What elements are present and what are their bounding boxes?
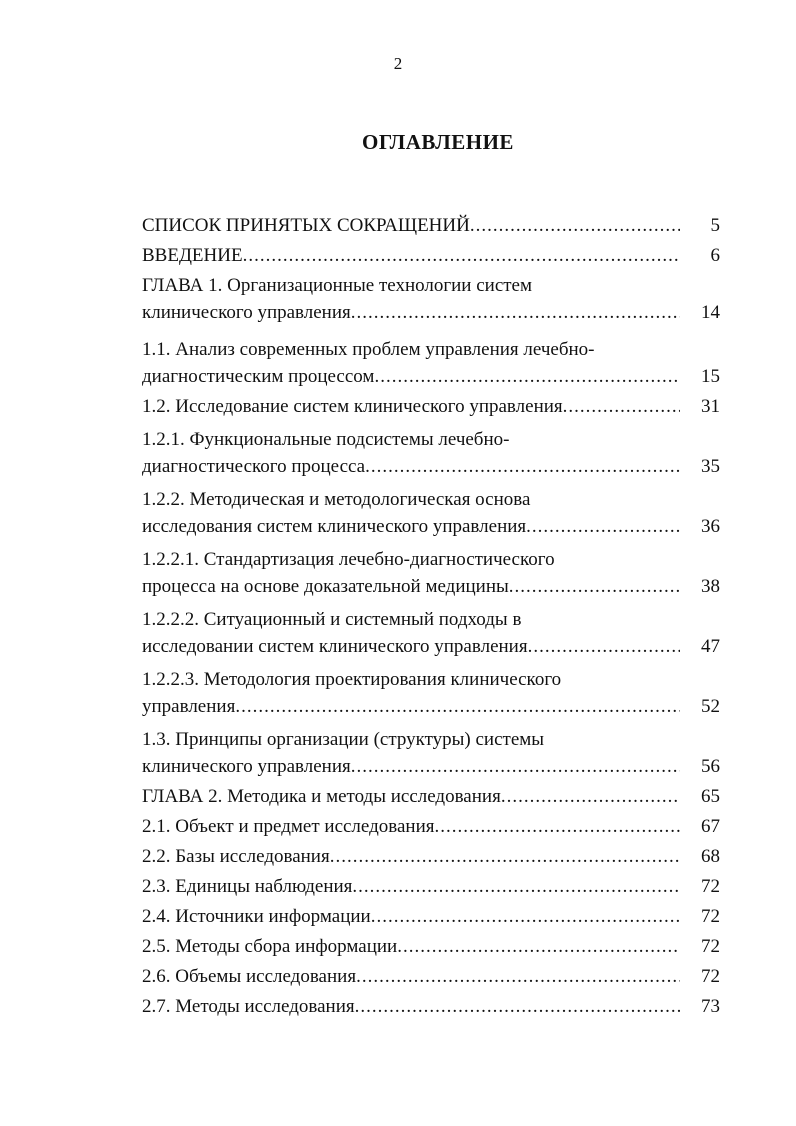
toc-page-number: 68 [701,846,720,867]
toc-page-number: 67 [701,816,720,837]
toc-entry-title: 2.7. Методы исследования [142,996,355,1017]
toc-entry-1-2-2-2[interactable] [142,606,720,660]
toc-entry-title-line1: ГЛАВА 1. Организационные технологии систем [142,275,533,296]
toc-entry-1-2-2-3[interactable] [142,666,720,720]
toc-entry-chapter-2[interactable] [142,783,720,810]
toc-page-number: 38 [701,576,720,597]
dot-leader [365,453,680,480]
toc-entry-1-2-1[interactable] [142,426,720,480]
toc-entry-title-line2: диагностического процесса [142,456,366,477]
toc-entry-title-line1: 1.2.2.2. Ситуационный и системный подходы в [142,609,522,630]
toc-entry-title-line1: 1.1. Анализ современных проблем управления лечебно- [142,339,595,360]
toc-entry-1-2-2[interactable] [142,486,720,540]
dot-leader [563,393,680,420]
toc-entry-title: ГЛАВА 2. Методика и методы исследования [142,786,501,807]
toc-page-number: 14 [701,302,720,323]
toc-entry-title: 2.1. Объект и предмет исследования [142,816,435,837]
toc-entry-abbreviations[interactable] [142,212,720,239]
toc-entry-1-1[interactable] [142,336,720,390]
toc-page-number: 15 [701,366,720,387]
dot-leader [352,873,680,900]
toc-page-number: 35 [701,456,720,477]
toc-entry-chapter-1[interactable] [142,272,720,326]
toc-page-number: 65 [701,786,720,807]
toc-page-number: 72 [701,966,720,987]
dot-leader [374,363,680,390]
dot-leader [397,933,680,960]
toc-entry-2-1[interactable] [142,813,720,840]
toc-page-number: 72 [701,936,720,957]
toc-entry-title-line1: 1.2.2. Методическая и методологическая основа [142,489,531,510]
toc-page-number: 5 [710,215,720,236]
toc-entry-title: 2.3. Единицы наблюдения [142,876,353,897]
toc-entry-title: 1.2. Исследование систем клинического управления [142,396,563,417]
toc-page-number: 72 [701,876,720,897]
toc-entry-title-line1: 1.2.2.1. Стандартизация лечебно-диагностического [142,549,555,570]
toc-entry-title-line1: 1.2.2.3. Методология проектирования клинического [142,669,562,690]
toc-entry-title-line2: процесса на основе доказательной медицины [142,576,509,597]
toc-entry-title-line2: диагностическим процессом [142,366,375,387]
toc-entry-title-line2: клинического управления [142,302,351,323]
toc-entry-2-3[interactable] [142,873,720,900]
dot-leader [371,903,680,930]
toc-entry-2-4[interactable] [142,903,720,930]
dot-leader [356,963,680,990]
toc-entry-2-7[interactable] [142,993,720,1020]
dot-leader [355,993,680,1020]
dot-leader [351,299,680,326]
dot-leader [235,693,680,720]
toc-entry-title-line2: исследовании систем клинического управления [142,636,528,657]
toc-entry-2-2[interactable] [142,843,720,870]
dot-leader [435,813,681,840]
toc-page-number: 73 [701,996,720,1017]
table-of-contents [142,212,720,1020]
toc-page-number: 52 [701,696,720,717]
dot-leader [351,753,680,780]
toc-entry-title: СПИСОК ПРИНЯТЫХ СОКРАЩЕНИЙ [142,215,470,236]
toc-entry-1-2-2-1[interactable] [142,546,720,600]
toc-entry-title-line1: 1.2.1. Функциональные подсистемы лечебно- [142,429,510,450]
toc-page-number: 72 [701,906,720,927]
dot-leader [526,513,680,540]
toc-page-number: 36 [701,516,720,537]
toc-entry-2-5[interactable] [142,933,720,960]
dot-leader [470,212,680,239]
dot-leader [501,783,680,810]
toc-entry-1-3[interactable] [142,726,720,780]
toc-entry-title: 2.6. Объемы исследования [142,966,357,987]
toc-entry-introduction[interactable] [142,242,720,269]
toc-entry-1-2[interactable] [142,393,720,420]
dot-leader [243,242,680,269]
dot-leader [330,843,680,870]
dot-leader [509,573,680,600]
toc-page-number: 56 [701,756,720,777]
toc-entry-title: 2.4. Источники информации [142,906,371,927]
page-title: ОГЛАВЛЕНИЕ [362,130,514,154]
toc-page-number: 31 [701,396,720,417]
toc-entry-title: 2.5. Методы сбора информации [142,936,398,957]
toc-entry-title: ВВЕДЕНИЕ [142,245,243,266]
toc-entry-title-line1: 1.3. Принципы организации (структуры) системы [142,729,545,750]
toc-page-number: 47 [701,636,720,657]
toc-entry-title-line2: клинического управления [142,756,351,777]
page-number: 2 [393,54,403,73]
dot-leader [528,633,680,660]
toc-entry-title-line2: управления [142,696,236,717]
toc-page-number: 6 [710,245,720,266]
toc-entry-title-line2: исследования систем клинического управления [142,516,527,537]
toc-entry-2-6[interactable] [142,963,720,990]
toc-entry-title: 2.2. Базы исследования [142,846,330,867]
